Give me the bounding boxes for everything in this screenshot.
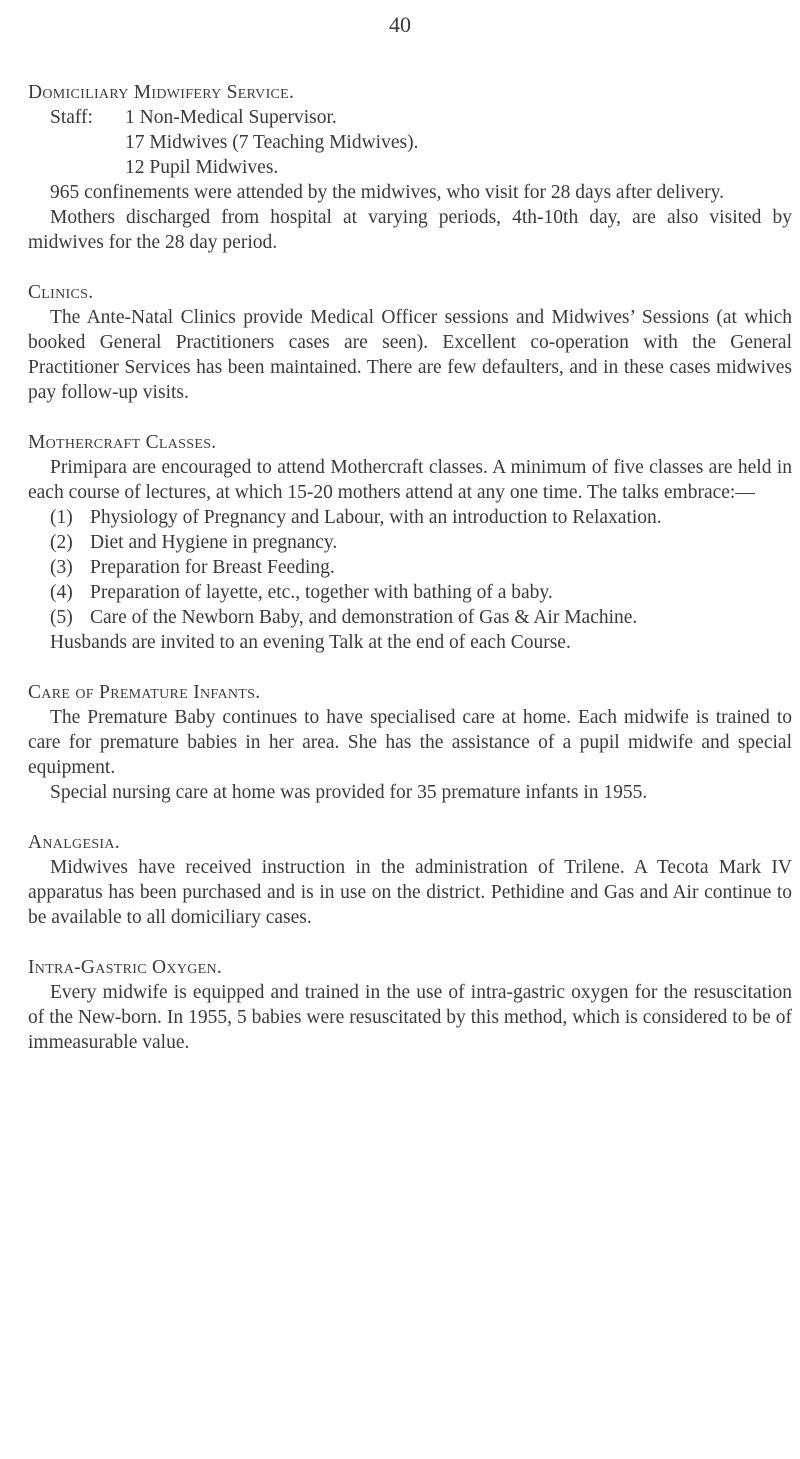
staff-item: 1 Non-Medical Supervisor. — [125, 107, 337, 128]
section-domiciliary-midwifery — [28, 80, 792, 255]
staff-list — [50, 105, 792, 180]
section-intra-gastric-oxygen — [28, 955, 792, 1055]
list-item: (5) Care of the Newborn Baby, and demonstration of Gas & Air Machine. — [50, 607, 638, 628]
paragraph: Midwives have received instruction in the administration of Trilene. A Tecota Mark IV apparatus has been purchased and is in use on the district. Pethidine and Gas and Air continue to be available to all domiciliary cases. — [28, 857, 792, 928]
list-item: (2) Diet and Hygiene in pregnancy. — [50, 532, 338, 553]
paragraph: The Premature Baby continues to have specialised care at home. Each midwife is trained to care for premature babies in her area. She has the assistance of a pupil midwife and special equipment. — [28, 707, 792, 778]
paragraph: Every midwife is equipped and trained in the use of intra-gastric oxygen for the resuscitation of the New-born. In 1955, 5 babies were resuscitated by this method, which is considered to be of immeasurable value. — [28, 982, 792, 1053]
staff-item: 12 Pupil Midwives. — [125, 157, 279, 178]
section-heading: Care of Premature Infants. — [28, 682, 261, 703]
paragraph: 965 confinements were attended by the midwives, who visit for 28 days after delivery. — [50, 182, 725, 203]
list-item: (4) Preparation of layette, etc., together with bathing of a baby. — [50, 582, 553, 603]
section-clinics — [28, 280, 792, 405]
section-heading: Mothercraft Classes. — [28, 432, 217, 453]
list-item: (1) Physiology of Pregnancy and Labour, with an introduction to Relaxation. — [50, 507, 662, 528]
section-heading: Domiciliary Midwifery Service. — [28, 82, 295, 103]
section-premature-infants — [28, 680, 792, 805]
paragraph: Mothers discharged from hospital at varying periods, 4th-10th day, are also visited by midwives for the 28 day period. — [28, 207, 792, 253]
paragraph: Husbands are invited to an evening Talk at the end of each Course. — [50, 632, 571, 653]
staff-label: Staff: — [50, 107, 93, 128]
page-number: 40 — [389, 12, 411, 37]
section-heading: Clinics. — [28, 282, 94, 303]
section-analgesia — [28, 830, 792, 930]
staff-item: 17 Midwives (7 Teaching Midwives). — [125, 132, 419, 153]
paragraph: Special nursing care at home was provided for 35 premature infants in 1955. — [50, 782, 648, 803]
talks-list — [28, 505, 792, 630]
section-mothercraft-classes — [28, 430, 792, 655]
paragraph: Primipara are encouraged to attend Mothercraft classes. A minimum of five classes are held in each course of lectures, at which 15-20 mothers attend at any one time. The talks embrace:— — [28, 457, 792, 503]
page-content — [28, 80, 792, 1080]
list-item: (3) Preparation for Breast Feeding. — [50, 557, 335, 578]
section-heading: Analgesia. — [28, 832, 120, 853]
section-heading: Intra-Gastric Oxygen. — [28, 957, 223, 978]
paragraph: The Ante-Natal Clinics provide Medical Officer sessions and Midwives’ Sessions (at which booked General Practitioners cases are seen). Excellent co-operation with the General Practitioner Services has been maintained. There are few defaulters, and in these cases midwives pay follow-up visits. — [28, 307, 792, 403]
